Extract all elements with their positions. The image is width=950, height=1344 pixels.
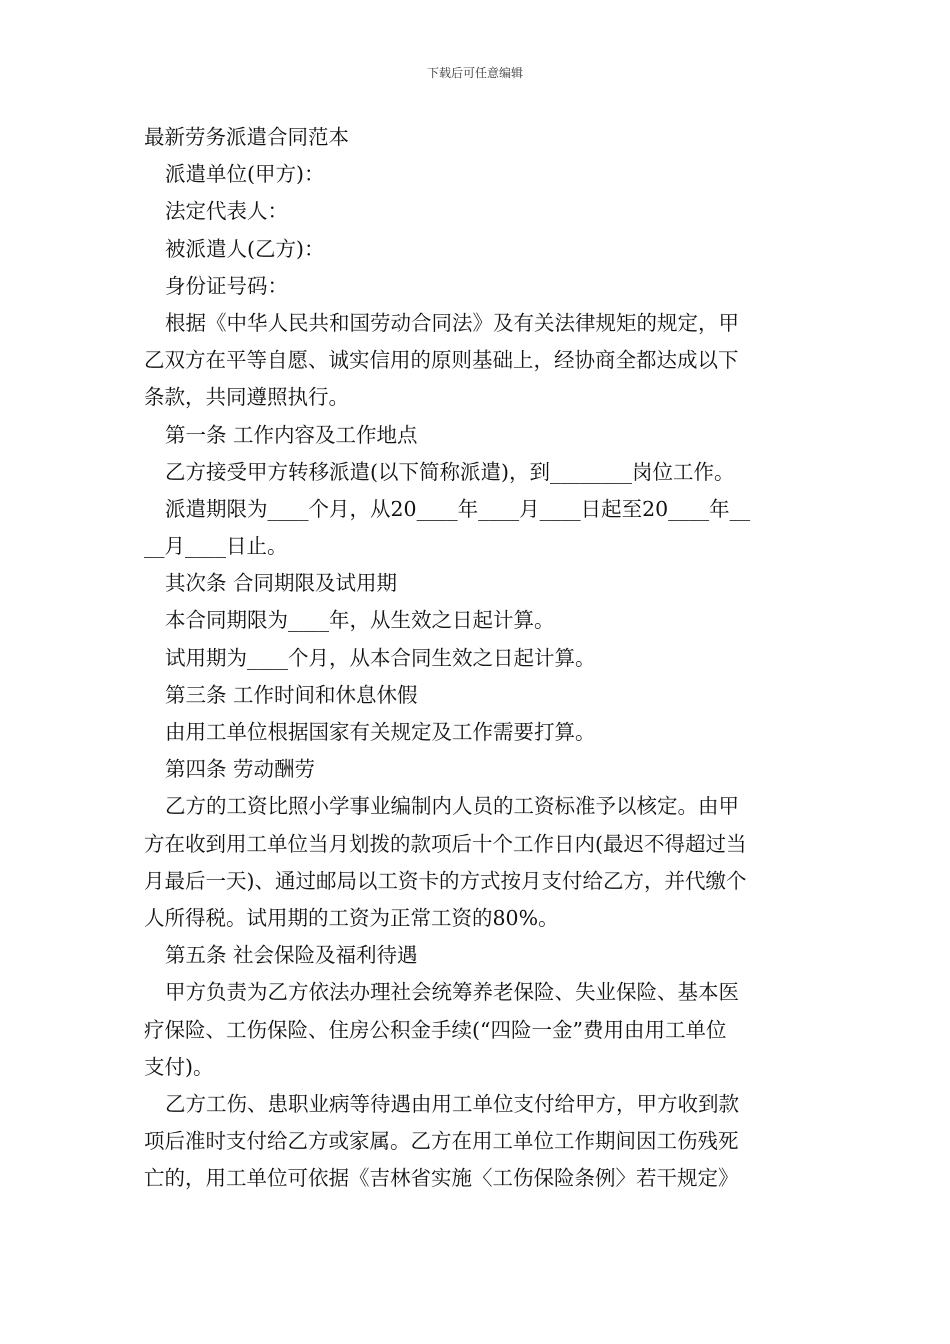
paragraph-line: 疗保险、工伤保险、住房公积金手续(“四险一金”费用由用工单位 xyxy=(144,1017,727,1042)
page-header-note: 下载后可任意编辑 xyxy=(426,66,523,80)
paragraph-line: 亡的，用工单位可依据《吉林省实施〈工伤保险条例〉若干规定》 xyxy=(144,1166,739,1191)
paragraph-line: 乙双方在平等自愿、诚实信用的原则基础上，经协商全都达成以下 xyxy=(144,348,739,373)
paragraph-line: 乙方的工资比照小学事业编制内人员的工资标准予以核定。由甲 xyxy=(165,794,739,819)
section-heading: 第四条 劳动酬劳 xyxy=(165,757,316,782)
paragraph-line: 被派遣人(乙方)： xyxy=(165,236,325,261)
paragraph-line: __月____日止。 xyxy=(144,534,288,559)
document-title: 最新劳务派遣合同范本 xyxy=(144,125,349,149)
paragraph-line: 项后准时支付给乙方或家属。乙方在用工单位工作期间因工伤残死 xyxy=(144,1129,739,1154)
paragraph-line: 乙方接受甲方转移派遣(以下简称派遣)，到________岗位工作。 xyxy=(165,459,735,484)
paragraph-line: 派遣单位(甲方)： xyxy=(165,162,325,187)
paragraph-line: 试用期为____个月，从本合同生效之日起计算。 xyxy=(165,645,596,670)
section-heading: 第五条 社会保险及福利待遇 xyxy=(165,943,418,968)
section-heading: 第一条 工作内容及工作地点 xyxy=(165,422,418,447)
paragraph-line: 身份证号码： xyxy=(165,273,288,298)
paragraph-line: 本合同期限为____年，从生效之日起计算。 xyxy=(165,608,555,633)
paragraph-line: 条款，共同遵照执行。 xyxy=(144,385,349,410)
paragraph-line: 甲方负责为乙方依法办理社会统筹养老保险、失业保险、基本医 xyxy=(165,980,739,1005)
paragraph-line: 派遣期限为____个月，从20____年____月____日起至20____年__ xyxy=(165,496,751,521)
paragraph-line: 人所得税。试用期的工资为正常工资的80%。 xyxy=(144,905,559,930)
section-heading: 其次条 合同期限及试用期 xyxy=(165,571,398,596)
section-heading: 第三条 工作时间和休息休假 xyxy=(165,682,418,707)
paragraph-line: 支付)。 xyxy=(144,1054,214,1079)
paragraph-line: 乙方工伤、患职业病等待遇由用工单位支付给甲方，甲方收到款 xyxy=(165,1091,739,1116)
paragraph-line: 法定代表人： xyxy=(165,199,288,224)
paragraph-line: 月最后一天)、通过邮局以工资卡的方式按月支付给乙方，并代缴个 xyxy=(144,868,747,893)
paragraph-line: 由用工单位根据国家有关规定及工作需要打算。 xyxy=(165,720,596,744)
document-body xyxy=(144,119,810,1197)
paragraph-line: 根据《中华人民共和国劳动合同法》及有关法律规矩的规定，甲 xyxy=(165,310,739,335)
paragraph-line: 方在收到用工单位当月划拨的款项后十个工作日内(最迟不得超过当 xyxy=(144,831,747,856)
